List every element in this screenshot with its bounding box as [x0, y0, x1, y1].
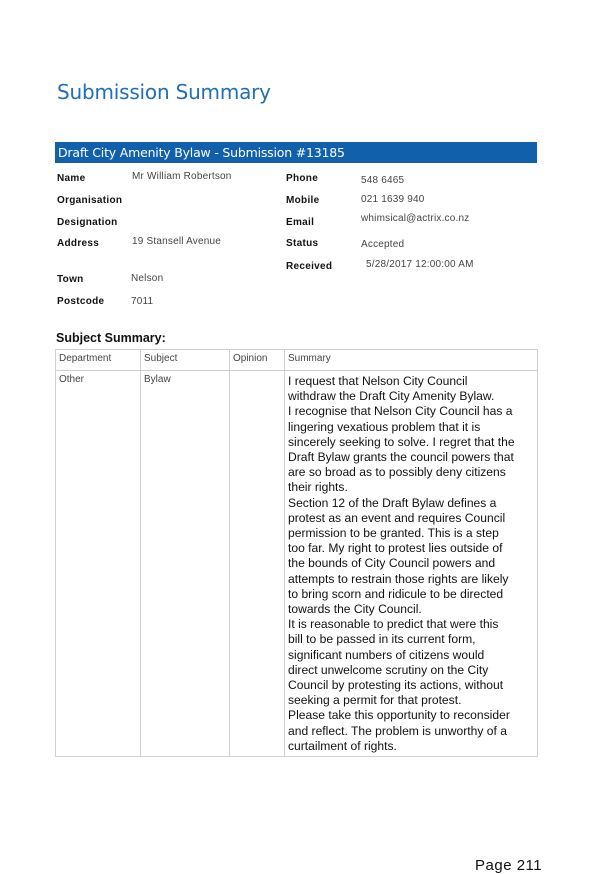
cell-opinion	[230, 371, 285, 757]
summary-line: their rights.	[288, 480, 348, 495]
summary-line: I recognise that Nelson City Council has a	[288, 404, 513, 419]
field-label-email: Email	[286, 217, 315, 228]
summary-line: Section 12 of the Draft Bylaw defines a	[288, 495, 497, 510]
summary-line: direct unwelcome scrutiny on the City	[288, 662, 489, 677]
field-value-name: Mr William Robertson	[132, 171, 232, 182]
cell-department: Other	[56, 371, 141, 757]
summary-line: curtailment of rights.	[288, 738, 397, 753]
field-label-phone: Phone	[286, 173, 319, 184]
field-value-phone: 548 6465	[361, 175, 405, 186]
field-label-town: Town	[57, 274, 84, 285]
field-value-received: 5/28/2017 12:00:00 AM	[366, 259, 474, 270]
summary-line: are so broad as to possibly deny citizens	[288, 465, 506, 480]
summary-line: attempts to restrain those rights are likely	[288, 571, 509, 586]
field-value-address: 19 Stansell Avenue	[132, 236, 222, 247]
summary-line: bill to be passed in its current form,	[288, 632, 476, 647]
table-header-row	[56, 350, 538, 371]
summary-line: significant numbers of citizens would	[288, 647, 485, 662]
summary-line: protest as an event and requires Council	[288, 510, 506, 525]
column-header-summary: Summary	[285, 350, 538, 371]
cell-summary	[285, 371, 538, 757]
field-value-mobile: 021 1639 940	[361, 194, 425, 205]
field-label-name: Name	[57, 173, 86, 184]
summary-line: to bring scorn and ridicule to be directed	[288, 586, 504, 601]
page-number: Page 211	[475, 857, 543, 874]
summary-line: sincerely seeking to solve. I regret that the	[288, 434, 515, 449]
column-header-department: Department	[56, 350, 141, 371]
field-label-designation: Designation	[57, 217, 118, 228]
submission-banner: Draft City Amenity Bylaw - Submission #13185	[55, 142, 537, 163]
cell-subject: Bylaw	[141, 371, 230, 757]
summary-line: withdraw the Draft City Amenity Bylaw.	[288, 389, 495, 404]
summary-line: seeking a permit for that protest.	[288, 693, 462, 708]
table-row	[56, 371, 538, 757]
summary-line: Please take this opportunity to reconsider	[288, 708, 510, 723]
summary-line: It is reasonable to predict that were this	[288, 617, 499, 632]
page-title: Submission Summary	[57, 80, 271, 104]
field-label-postcode: Postcode	[57, 296, 105, 307]
field-label-status: Status	[286, 238, 319, 249]
field-label-organisation: Organisation	[57, 195, 123, 206]
summary-line: the bounds of City Council powers and	[288, 556, 496, 571]
summary-line: I request that Nelson City Council	[288, 374, 468, 388]
summary-line: Council by protesting its actions, without	[288, 678, 504, 693]
column-header-opinion: Opinion	[230, 350, 285, 371]
field-value-status: Accepted	[361, 239, 405, 250]
field-value-postcode: 7011	[131, 296, 154, 307]
field-label-received: Received	[286, 261, 333, 272]
subject-summary-heading: Subject Summary:	[56, 331, 166, 345]
column-header-subject: Subject	[141, 350, 230, 371]
field-value-email: whimsical@actrix.co.nz	[361, 213, 470, 224]
summary-line: Draft Bylaw grants the council powers that	[288, 450, 514, 465]
field-label-address: Address	[57, 238, 100, 249]
field-value-town: Nelson	[131, 273, 164, 284]
summary-line: permission to be granted. This is a step	[288, 526, 499, 541]
summary-line: lingering vexatious problem that it is	[288, 419, 481, 434]
subject-summary-table	[55, 349, 538, 757]
field-label-mobile: Mobile	[286, 195, 320, 206]
summary-line: and reflect. The problem is unworthy of a	[288, 723, 507, 738]
summary-line: towards the City Council.	[288, 602, 422, 617]
summary-line: too far. My right to protest lies outside of	[288, 541, 503, 556]
